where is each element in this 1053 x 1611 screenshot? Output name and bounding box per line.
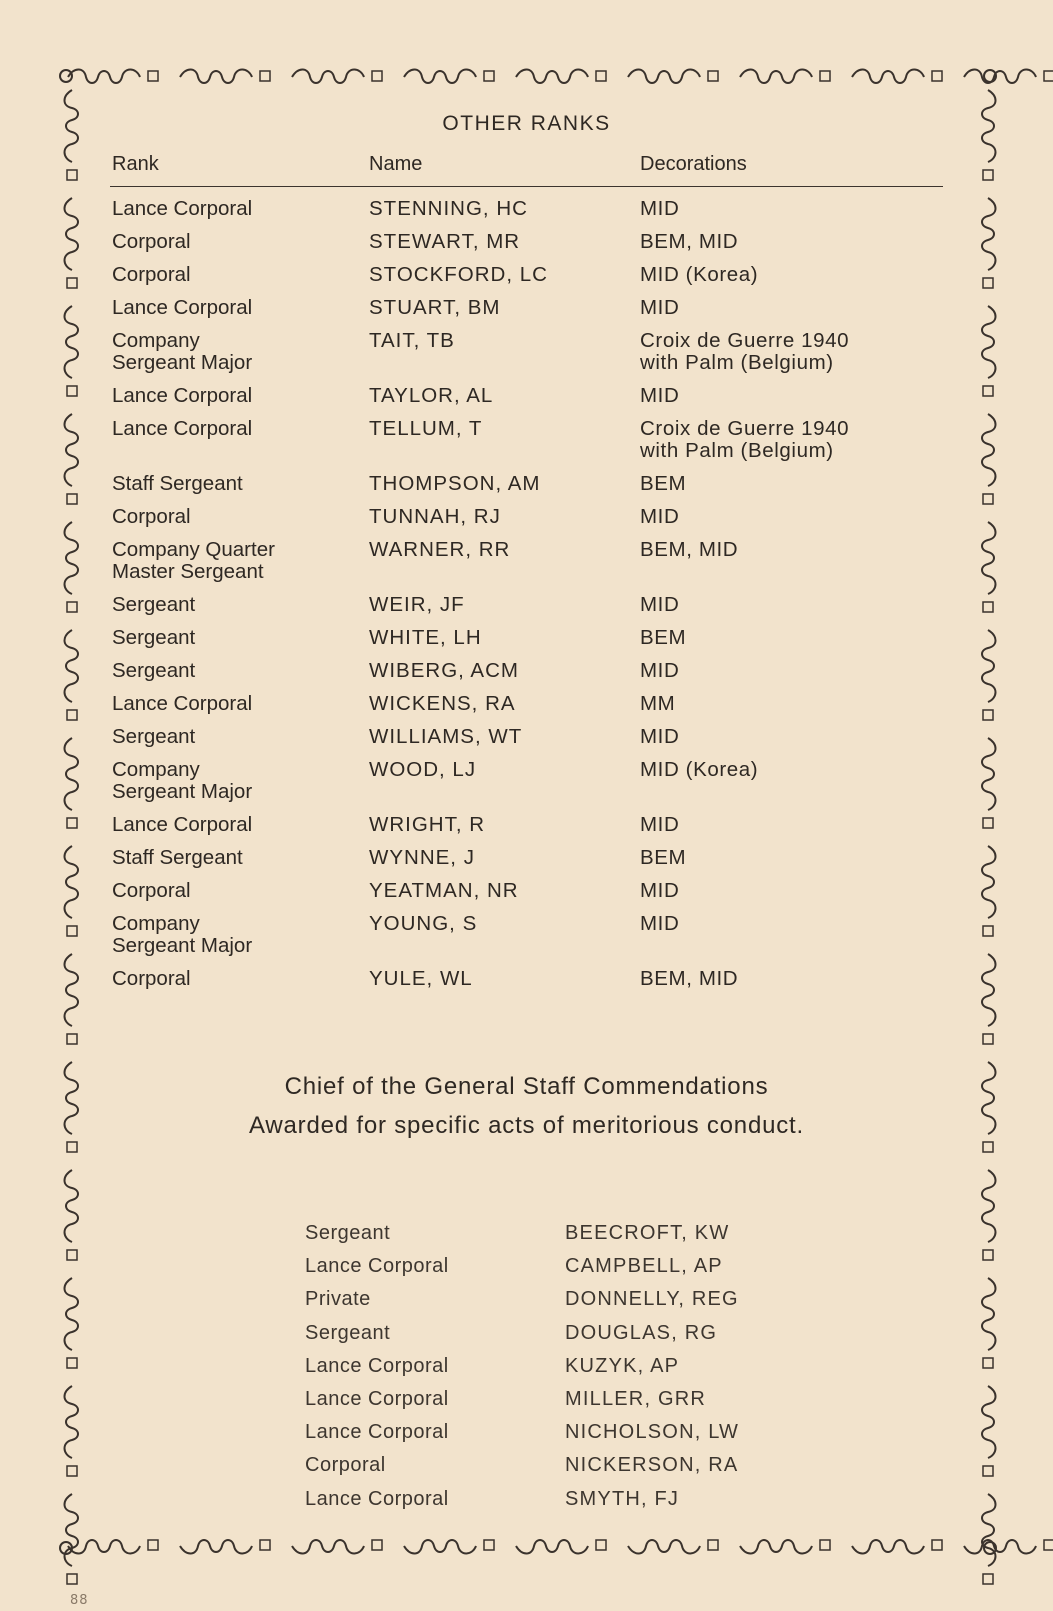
name-cell: YULE, WL	[369, 967, 473, 990]
rank-cell: Lance Corporal	[112, 296, 253, 319]
commendation-name: NICHOLSON, LW	[565, 1421, 740, 1444]
decorations-cell: MID	[640, 659, 680, 682]
name-cell: STEWART, MR	[369, 230, 521, 253]
ornament-scroll	[852, 1540, 924, 1554]
decorations-cell: Croix de Guerre 1940 with Palm (Belgium)	[640, 417, 850, 462]
name-cell: YEATMAN, NR	[369, 879, 519, 902]
ornament-scroll	[404, 1540, 476, 1554]
ornament-scroll	[65, 198, 79, 270]
ornament-square	[932, 1540, 942, 1550]
ornament-square	[484, 1540, 494, 1550]
ornament-square	[708, 1540, 718, 1550]
ornament-square	[983, 926, 993, 936]
ornament-square	[983, 602, 993, 612]
ornament-square	[983, 1466, 993, 1476]
ornament-scroll	[964, 1540, 1036, 1554]
column-header-rank: Rank	[112, 153, 159, 175]
ornament-square	[67, 1358, 77, 1368]
ornament-square	[983, 1250, 993, 1260]
decorations-cell: MID	[640, 912, 680, 935]
ornament-square	[148, 1540, 158, 1550]
ornament-square	[67, 1574, 77, 1584]
ornament-square	[67, 170, 77, 180]
decorations-cell: MID	[640, 296, 680, 319]
ornament-square	[67, 386, 77, 396]
ornament-square	[983, 1034, 993, 1044]
name-cell: WYNNE, J	[369, 846, 475, 869]
ornament-scroll	[65, 1170, 79, 1242]
ornament-square	[484, 71, 494, 81]
rank-cell: Lance Corporal	[112, 417, 253, 440]
name-cell: TAIT, TB	[369, 329, 455, 352]
name-cell: YOUNG, S	[369, 912, 478, 935]
ornament-scroll	[628, 1540, 700, 1554]
rank-cell: Company Sergeant Major	[112, 758, 253, 803]
ornament-square	[983, 1358, 993, 1368]
decorations-cell: MID	[640, 384, 680, 407]
ornament-scroll	[65, 306, 79, 378]
name-cell: WRIGHT, R	[369, 813, 486, 836]
ornament-corner	[60, 70, 72, 82]
name-cell: STUART, BM	[369, 296, 501, 319]
commendation-rank: Lance Corporal	[305, 1421, 449, 1444]
rank-cell: Sergeant	[112, 725, 196, 748]
name-cell: THOMPSON, AM	[369, 472, 541, 495]
commendation-rank: Lance Corporal	[305, 1487, 449, 1510]
rank-cell: Sergeant	[112, 659, 196, 682]
rank-cell: Sergeant	[112, 593, 196, 616]
ornament-square	[820, 71, 830, 81]
commendation-rank: Corporal	[305, 1454, 386, 1477]
rank-cell: Corporal	[112, 505, 191, 528]
ornament-scroll	[68, 70, 140, 84]
ornament-scroll	[65, 738, 79, 810]
section-title: OTHER RANKS	[442, 112, 611, 135]
ornament-square	[67, 494, 77, 504]
commendation-name: MILLER, GRR	[565, 1388, 707, 1410]
ornament-scroll	[404, 70, 476, 84]
ornament-scroll	[65, 1494, 79, 1566]
ornament-square	[983, 386, 993, 396]
ornament-square	[67, 602, 77, 612]
ornament-square	[983, 278, 993, 288]
ornament-square	[372, 71, 382, 81]
ornament-scroll	[982, 306, 996, 378]
ornament-square	[372, 1540, 382, 1550]
ornament-scroll	[65, 522, 79, 594]
rank-cell: Sergeant	[112, 626, 196, 649]
decorations-cell: MID	[640, 505, 680, 528]
ornament-scroll	[982, 414, 996, 486]
rank-cell: Company Quarter Master Sergeant	[112, 538, 275, 583]
commendation-name: KUZYK, AP	[565, 1354, 680, 1377]
decorations-cell: MM	[640, 692, 676, 715]
decorations-cell: BEM, MID	[640, 230, 739, 253]
ornament-scroll	[740, 1540, 812, 1554]
rank-cell: Lance Corporal	[112, 692, 253, 715]
name-cell: WHITE, LH	[369, 626, 482, 649]
decorations-cell: MID (Korea)	[640, 758, 759, 781]
ornament-scroll	[982, 738, 996, 810]
ornament-scroll	[516, 1540, 588, 1554]
decorations-cell: BEM, MID	[640, 967, 739, 990]
commendations-subtitle: Awarded for specific acts of meritorious conduct.	[249, 1112, 804, 1139]
decorations-cell: BEM	[640, 846, 687, 869]
ornament-scroll	[982, 1386, 996, 1458]
name-cell: WEIR, JF	[369, 593, 465, 616]
ornament-square	[983, 1574, 993, 1584]
commendations-title: Chief of the General Staff Commendations	[284, 1073, 769, 1100]
ornament-square	[983, 494, 993, 504]
name-cell: WOOD, LJ	[369, 758, 477, 781]
commendation-name: NICKERSON, RA	[565, 1454, 739, 1477]
ornament-square	[67, 926, 77, 936]
ornament-scroll	[982, 630, 996, 702]
ornament-square	[1044, 1540, 1053, 1550]
commendation-name: DOUGLAS, RG	[565, 1321, 718, 1344]
name-cell: TUNNAH, RJ	[369, 505, 501, 528]
ornament-scroll	[740, 70, 812, 84]
commendation-name: DONNELLY, REG	[565, 1288, 739, 1311]
ornament-scroll	[982, 846, 996, 918]
ornament-square	[67, 710, 77, 720]
ornament-scroll	[65, 1386, 79, 1458]
commendation-rank: Sergeant	[305, 1222, 391, 1244]
ornament-square	[932, 71, 942, 81]
ornament-square	[596, 71, 606, 81]
ornament-square	[596, 1540, 606, 1550]
decorations-cell: MID	[640, 593, 680, 616]
column-header-name: Name	[369, 153, 423, 175]
rank-cell: Staff Sergeant	[112, 472, 243, 495]
decorations-cell: MID	[640, 879, 680, 902]
decorations-cell: MID	[640, 197, 680, 220]
rank-cell: Staff Sergeant	[112, 846, 243, 869]
ornament-square	[67, 1466, 77, 1476]
decorations-cell: MID (Korea)	[640, 263, 759, 286]
commendation-rank: Lance Corporal	[305, 1388, 449, 1410]
ornament-square	[1044, 71, 1053, 81]
column-header-decorations: Decorations	[640, 153, 747, 175]
name-cell: TELLUM, T	[369, 417, 483, 440]
commendation-rank: Lance Corporal	[305, 1354, 449, 1377]
name-cell: WARNER, RR	[369, 538, 511, 561]
ornament-scroll	[982, 1494, 996, 1566]
ornament-scroll	[180, 70, 252, 84]
ornament-scroll	[292, 70, 364, 84]
decorations-cell: MID	[640, 813, 680, 836]
name-cell: WILLIAMS, WT	[369, 725, 523, 748]
rank-cell: Lance Corporal	[112, 813, 253, 836]
ornament-scroll	[982, 198, 996, 270]
ornament-scroll	[65, 414, 79, 486]
header-rule	[110, 186, 943, 187]
decorations-cell: BEM	[640, 472, 687, 495]
ornament-square	[148, 71, 158, 81]
ornament-square	[708, 71, 718, 81]
ornament-square	[260, 71, 270, 81]
ornament-scroll	[65, 1278, 79, 1350]
rank-cell: Corporal	[112, 263, 191, 286]
ornament-scroll	[628, 70, 700, 84]
commendation-rank: Lance Corporal	[305, 1255, 449, 1278]
ornament-square	[983, 170, 993, 180]
ornament-scroll	[65, 954, 79, 1026]
ornament-scroll	[982, 1170, 996, 1242]
ornament-scroll	[852, 70, 924, 84]
ornament-scroll	[292, 1540, 364, 1554]
decorations-cell: BEM, MID	[640, 538, 739, 561]
name-cell: WIBERG, ACM	[369, 659, 519, 682]
ornament-square	[260, 1540, 270, 1550]
commendation-name: SMYTH, FJ	[565, 1487, 680, 1510]
rank-cell: Corporal	[112, 967, 191, 990]
decorations-cell: BEM	[640, 626, 687, 649]
ornament-scroll	[65, 846, 79, 918]
page-number: 88	[70, 1593, 89, 1608]
ornament-square	[820, 1540, 830, 1550]
ornament-square	[67, 818, 77, 828]
ornament-scroll	[982, 954, 996, 1026]
ornament-square	[983, 710, 993, 720]
ornament-square	[67, 1034, 77, 1044]
rank-cell: Lance Corporal	[112, 384, 253, 407]
commendation-rank: Sergeant	[305, 1321, 391, 1344]
ornament-square	[983, 818, 993, 828]
rank-cell: Company Sergeant Major	[112, 912, 253, 957]
decorations-cell: MID	[640, 725, 680, 748]
name-cell: WICKENS, RA	[369, 692, 516, 715]
rank-cell: Corporal	[112, 879, 191, 902]
name-cell: STENNING, HC	[369, 197, 528, 220]
decorations-cell: Croix de Guerre 1940 with Palm (Belgium)	[640, 329, 850, 374]
commendation-rank: Private	[305, 1288, 371, 1311]
ornament-square	[67, 1250, 77, 1260]
rank-cell: Corporal	[112, 230, 191, 253]
ornament-scroll	[65, 630, 79, 702]
ornament-scroll	[516, 70, 588, 84]
ornament-scroll	[964, 70, 1036, 84]
ornament-scroll	[982, 522, 996, 594]
commendation-name: BEECROFT, KW	[565, 1222, 730, 1244]
ornament-square	[67, 278, 77, 288]
rank-cell: Company Sergeant Major	[112, 329, 253, 374]
ornament-scroll	[180, 1540, 252, 1554]
name-cell: STOCKFORD, LC	[369, 263, 548, 286]
name-cell: TAYLOR, AL	[369, 384, 494, 407]
rank-cell: Lance Corporal	[112, 197, 253, 220]
commendation-name: CAMPBELL, AP	[565, 1255, 723, 1278]
ornament-scroll	[982, 1278, 996, 1350]
